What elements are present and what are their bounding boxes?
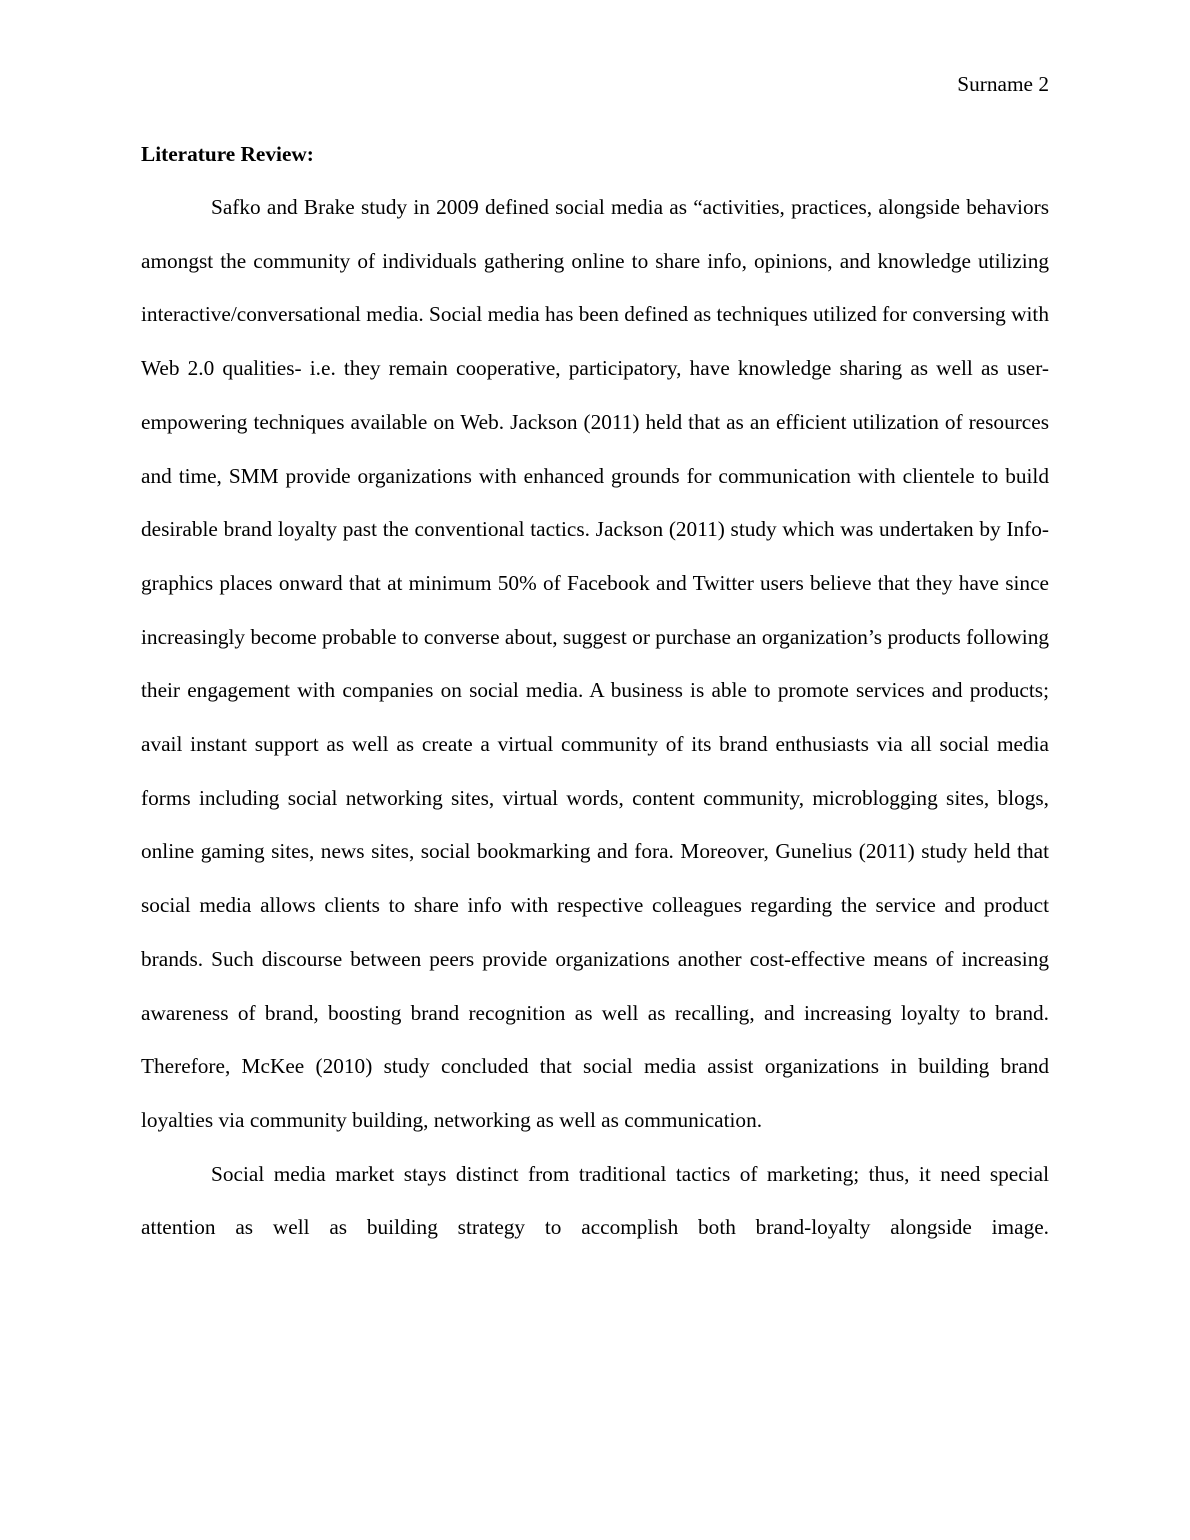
running-head: Surname bbox=[957, 72, 1034, 96]
page-body bbox=[141, 140, 1049, 1255]
page-header bbox=[957, 71, 1049, 97]
body-paragraph: Social media market stays distinct from traditional tactics of marketing; thus, it need special attention as well as building strategy to accomplish both brand-loyalty alongside image. bbox=[141, 1161, 1049, 1240]
page-number: 2 bbox=[1038, 72, 1049, 96]
section-heading: Literature Review: bbox=[141, 142, 314, 166]
body-paragraph: Safko and Brake study in 2009 defined social media as “activities, practices, alongside behaviors amongst the community of individuals gathering online to share info, opinions, and knowledge utilizing interactive/conversational media. Social media has been defined as techniques utilized for conversing with Web 2.0 qualities- i.e. they remain cooperative, participatory, have knowledge sharing as well as user-empowering techniques available on Web. Jackson (2011) held that as an efficient utilization of resources and time, SMM provide organizations with enhanced grounds for communication with clientele to build desirable brand loyalty past the conventional tactics. Jackson (2011) study which was undertaken by Info-graphics places onward that at minimum 50% of Facebook and Twitter users believe that they have since increasingly become probable to converse about, suggest or purchase an organization’s products following their engagement with companies on social media. A business is able to promote services and products; avail instant support as well as create a virtual community of its brand enthusiasts via all social media forms including social networking sites, virtual words, content community, microblogging sites, blogs, online gaming sites, news sites, social bookmarking and fora. Moreover, Gunelius (2011) study held that social media allows clients to share info with respective colleagues regarding the service and product brands. Such discourse between peers provide organizations another cost-effective means of increasing awareness of brand, boosting brand recognition as well as recalling, and increasing loyalty to brand. Therefore, McKee (2010) study concluded that social media assist organizations in building brand loyalties via community building, networking as well as communication. bbox=[141, 195, 1049, 1132]
